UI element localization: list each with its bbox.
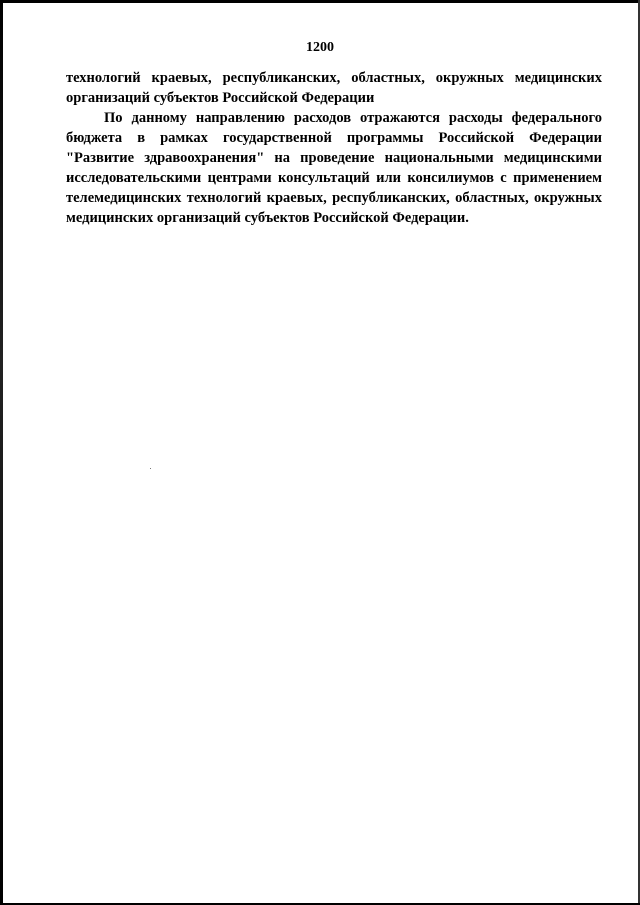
page-number: 1200: [306, 40, 334, 55]
text-line: технологий краевых, республиканских, областных, окружных медицинских: [66, 70, 602, 86]
text-line: "Развитие здравоохранения" на проведение национальными медицинскими: [66, 150, 602, 166]
text-line: бюджета в рамках государственной программы Российской Федерации: [66, 130, 602, 146]
text-line: медицинских организаций субъектов Российской Федерации.: [66, 210, 469, 226]
text-line: телемедицинских технологий краевых, республиканских, областных, окружных: [66, 190, 602, 206]
scan-border-left: [0, 0, 3, 905]
scan-border-top: [0, 0, 640, 3]
document-body: [66, 68, 602, 228]
paragraph-continuation: [66, 68, 602, 108]
text-line: По данному направлению расходов отражаются расходы федерального: [104, 110, 602, 126]
text-line: организаций субъектов Российской Федерации: [66, 90, 375, 106]
text-line: исследовательскими центрами консультаций или консилиумов с применением: [66, 170, 602, 186]
paragraph-expense-direction: [66, 108, 602, 228]
scan-speck: [150, 468, 151, 469]
